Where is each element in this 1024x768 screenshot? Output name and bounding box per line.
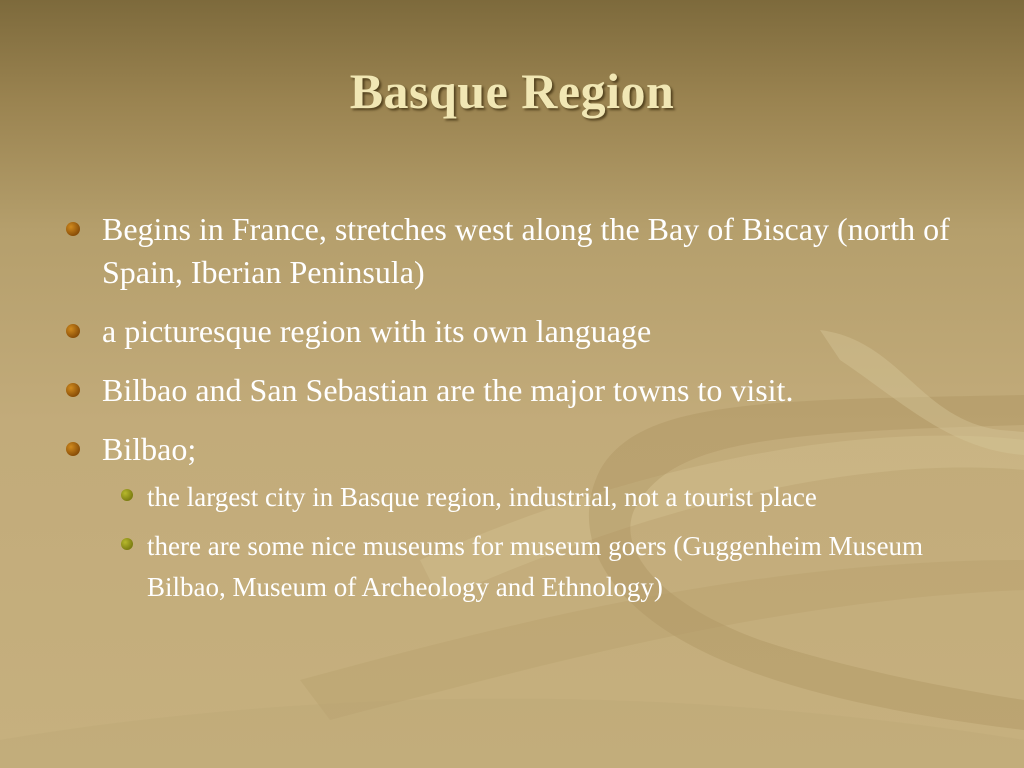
bullet-item xyxy=(62,428,992,608)
sub-bullet-list xyxy=(102,477,992,608)
bullet-item xyxy=(62,369,992,412)
sub-bullet-item xyxy=(102,526,992,608)
bullet-list xyxy=(62,208,992,624)
bullet-item xyxy=(62,310,992,353)
sub-bullet-text: there are some nice museums for museum goers (Guggenheim Museum Bilbao, Museum of Archeology and Ethnology) xyxy=(147,531,924,602)
sub-bullet-dot-icon xyxy=(121,489,133,501)
bullet-dot-icon xyxy=(66,324,80,338)
bullet-text: Bilbao and San Sebastian are the major towns to visit. xyxy=(102,372,794,408)
bullet-dot-icon xyxy=(66,442,80,456)
bullet-text: Bilbao; xyxy=(102,431,197,467)
sub-bullet-item xyxy=(102,477,992,518)
bullet-dot-icon xyxy=(66,222,80,236)
bullet-text: a picturesque region with its own language xyxy=(102,313,652,349)
sub-bullet-dot-icon xyxy=(121,538,133,550)
bullet-item xyxy=(62,208,992,294)
sub-bullet-text: the largest city in Basque region, industrial, not a tourist place xyxy=(147,482,817,512)
bullet-dot-icon xyxy=(66,383,80,397)
slide-title: Basque Region xyxy=(349,63,675,119)
bullet-text: Begins in France, stretches west along the Bay of Biscay (north of Spain, Iberian Peninsula) xyxy=(102,211,950,290)
